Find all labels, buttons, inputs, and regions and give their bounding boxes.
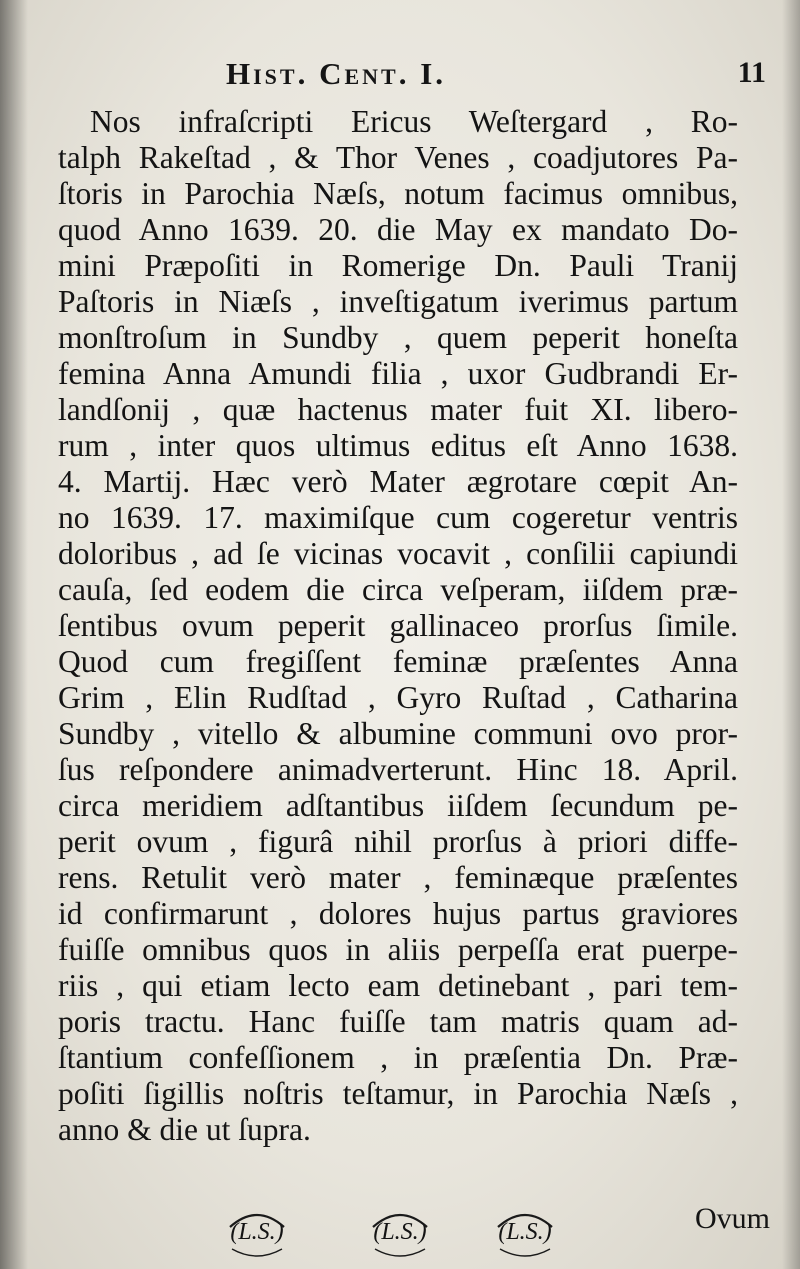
text-line: talph Rakeſtad , & Thor Venes , coadjutores Pa- bbox=[58, 140, 738, 175]
text-line: Quod cum fregiſſent feminæ præſentes Anna bbox=[58, 644, 738, 679]
text-line: ſentibus ovum peperit gallinaceo prorſus ſimile. bbox=[58, 608, 738, 643]
catchword: Ovum bbox=[695, 1202, 770, 1235]
seal-mark bbox=[365, 1205, 435, 1260]
gutter-shadow bbox=[0, 0, 28, 1269]
text-line: fuiſſe omnibus quos in aliis perpeſſa erat puerpe- bbox=[58, 932, 738, 967]
text-line: cauſa, ſed eodem die circa veſperam, iiſdem præ- bbox=[58, 572, 738, 607]
text-line: circa meridiem adſtantibus iiſdem ſecundum pe- bbox=[58, 788, 738, 823]
page-number: 11 bbox=[737, 56, 766, 89]
text-line: Sundby , vitello & albumine communi ovo pror- bbox=[58, 716, 738, 751]
text-line: 4. Martij. Hæc verò Mater ægrotare cœpit An- bbox=[58, 464, 738, 499]
text-line: femina Anna Amundi filia , uxor Gudbrandi Er- bbox=[58, 356, 738, 391]
text-line: Grim , Elin Rudſtad , Gyro Ruſtad , Catharina bbox=[58, 680, 738, 715]
seal-label: (L.S.) bbox=[498, 1219, 552, 1245]
running-title: Hist. Cent. I. bbox=[226, 56, 447, 91]
text-line: ſtantium confeſſionem , in præſentia Dn. Præ- bbox=[58, 1040, 738, 1075]
text-line: Paſtoris in Niæſs , inveſtigatum iverimus partum bbox=[58, 284, 738, 319]
text-line: poſiti ſigillis noſtris teſtamur, in Parochia Næſs , bbox=[58, 1076, 738, 1111]
text-line: doloribus , ad ſe vicinas vocavit , conſilii capiundi bbox=[58, 536, 738, 571]
body-text bbox=[58, 104, 738, 1148]
text-line: no 1639. 17. maximiſque cum cogeretur ventris bbox=[58, 500, 738, 535]
text-line: riis , qui etiam lecto eam detinebant , pari tem- bbox=[58, 968, 738, 1003]
text-line: landſonij , quæ hactenus mater fuit XI. libero- bbox=[58, 392, 738, 427]
text-line: ſtoris in Parochia Næſs, notum facimus omnibus, bbox=[58, 176, 738, 211]
text-line: Nos infraſcripti Ericus Weſtergard , Ro- bbox=[90, 104, 738, 139]
seal-mark bbox=[490, 1205, 560, 1260]
text-line: poris tractu. Hanc fuiſſe tam matris quam ad- bbox=[58, 1004, 738, 1039]
text-line: anno & die ut ſupra. bbox=[58, 1112, 311, 1147]
text-line: id confirmarunt , dolores hujus partus graviores bbox=[58, 896, 738, 931]
text-line: mini Præpoſiti in Romerige Dn. Pauli Tranij bbox=[58, 248, 738, 283]
text-line: perit ovum , figurâ nihil prorſus à priori diffe- bbox=[58, 824, 738, 859]
seal-label: (L.S.) bbox=[373, 1219, 427, 1245]
text-line: quod Anno 1639. 20. die May ex mandato Do- bbox=[58, 212, 738, 247]
text-line: rens. Retulit verò mater , feminæque præſentes bbox=[58, 860, 738, 895]
seal-mark bbox=[222, 1205, 292, 1260]
seal-label: (L.S.) bbox=[230, 1219, 284, 1245]
page-edge-shadow bbox=[782, 0, 800, 1269]
text-line: ſus reſpondere animadverterunt. Hinc 18. April. bbox=[58, 752, 738, 787]
running-head bbox=[0, 56, 800, 96]
text-line: rum , inter quos ultimus editus eſt Anno 1638. bbox=[58, 428, 738, 463]
text-line: monſtroſum in Sundby , quem peperit honeſta bbox=[58, 320, 738, 355]
